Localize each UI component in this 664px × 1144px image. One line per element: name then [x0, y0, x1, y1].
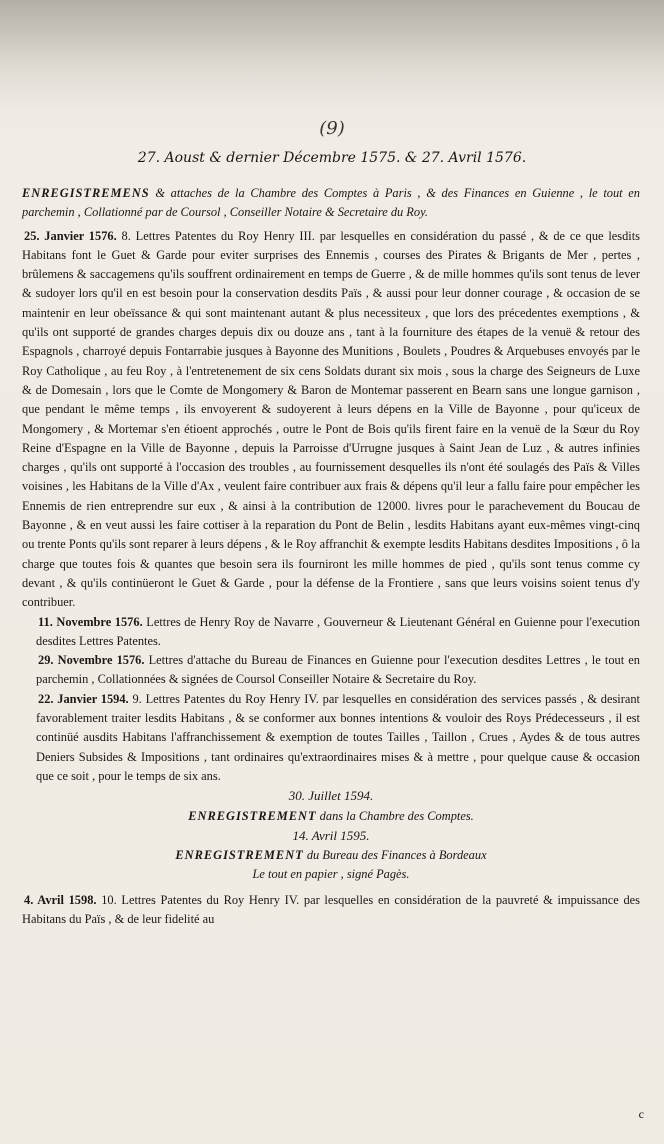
date-range-header: 27. Aoust & dernier Décembre 1575. & 27. Avril 1576. — [137, 150, 527, 166]
entry-date: 11. Novembre 1576. — [38, 614, 143, 629]
entry-date: 29. Novembre 1576. — [38, 653, 145, 668]
entry-1576-01 — [22, 227, 640, 613]
entry-number: 9. — [132, 691, 142, 706]
entry-1576-11a — [22, 613, 640, 652]
entry-1576-11b — [22, 651, 640, 690]
registration-2: ENREGISTREMENT du Bureau des Finances à Bordeaux — [175, 848, 487, 863]
entry-1594-01 — [22, 690, 640, 786]
entry-date: 4. Avril 1598. — [24, 892, 97, 907]
registration-2-date: 14. Avril 1595. — [292, 827, 370, 843]
entry-text: Lettres Patentes du Roy Henry III. par lesquelles en considération du passé , & de ce que lesdits Habitans font le Guet & Garde pour eviter surprises des Ennemis , courses des Pirates & Brigants de Mer , pertes , brûlemens & saccagemens qu'ils souffrent ordinairement en temps de Guerre , & de mille hommes qu'ils sont tenus de lever & sudoyer lors qu'il en est besoin pour la conservation desdits Païs , & aussi pour leur donner courage , & occasion de se maintenir en leur obeïssance & qui sont maintenant autant & plus necessiteux , que lors des précedentes exemptions , & qu'ils ont supporté de grandes charges depuis dix ou douze ans , tant à la fourniture des étapes de la venuë & retour des Espagnols , charroyé depuis Fontarrabie jusques à Bayonne des Munitions , Boulets , Poudres & Arquebuses envoyés par le Roy Catholique , au feu Roy , à l'entretenement de six cens Soldats durant six mois , sous la charge des Seigneurs de Luxe & de Domesain , lors que le Comte de Mongomery & Baron de Montemar passerent en Bearn sans une longue garnison , que pendant le même temps , ils envoyerent & sudoyerent à leurs dépens en la Ville de Bayonne , pour qu'iceux de Mongomery , & Mortemar s'en étioent approchés , outre le Pont de Bois qu'ils firent faire en la venuë de la Sœur du Roy Reine d'Espagne en la Ville de Bayonne , depuis la Parroisse d'Urrugne jusques à Saint Jean de Luz , & autres infinies charges , qu'ils ont supporté à l'occasion des troubles , au fournissement desquelles ils n'ont été soulagés des Païs & Villes voisines , les Habitans de la Ville d'Ax , veulent faire contribuer aux frais & dépens qu'il leur a fallu faire pour empêcher les Ennemis de rien entreprendre sur eux , & ainsi à la contribution de 12000. livres pour le parachevement du Boucau de Bayonne , & en veut aussi les faire cottiser à la reparation du Pont de Belin , lesdits Habitans ayant eux-mêmes vingt-cinq ou trente Ponts qu'ils sont reparer à leurs dépens , & le Roy affranchit & exempte lesdits Habitans desdites Impositions , ô la charge que toutes fois & quantes que besoin sera ils fourniront les mille hommes de pied , qu'ils sont tenus comme cy devant , & qu'ils continüeront le Guet & Garde , pour la défense de la Frontiere , sans que leurs voisins soient tenus d'y contribuer. — [22, 228, 641, 610]
entry-date: 25. Janvier 1576. — [24, 228, 117, 243]
registration-1: ENREGISTREMENT dans la Chambre des Comptes. — [188, 808, 474, 823]
entry-number: 10. — [101, 892, 117, 907]
entry-text: Lettres de Henry Roy de Navarre , Gouverneur & Lieutenant Général en Guienne pour l'execution desdites Lettres Patentes. — [36, 614, 640, 648]
document-body — [22, 184, 640, 929]
scan-shadow — [0, 0, 664, 110]
entry-date: 22. Janvier 1594. — [38, 691, 129, 706]
registration-2-note: Le tout en papier , signé Pagès. — [252, 867, 410, 882]
heading-caps: ENREGISTREMENS — [22, 186, 150, 200]
entry-text: Lettres Patentes du Roy Henry IV. par lesquelles en considération des services passés , & desirant favorablement traiter lesdits Habitans , & se conformer aux bonnes intentions & vouloir des Roys Prédecesseurs , il est continüé ausdits Habitans l'affranchissement & exemption de toutes Tailles , Taillon , Crues , Aydes & de tous autres Deniers Subsides & Impositions , tant ordinaires qu'extraordinaires mises & à mettre , pour quelque cause & occasion que ce soit , pour le temps de six ans. — [36, 691, 641, 783]
entry-text: Lettres Patentes du Roy Henry IV. par lesquelles en considération de la pauvreté & impuissance des Habitans du Païs , & de leur fidelité au — [22, 892, 640, 926]
entry-number: 8. — [121, 228, 131, 243]
page-number: (9) — [319, 118, 345, 139]
catchword: c — [638, 1107, 644, 1121]
registrations-heading — [22, 184, 640, 223]
entry-text: Lettres d'attache du Bureau de Finances en Guienne pour l'execution desdites Lettres , le tout en parchemin , Collationnées & signées de Coursol Conseiller Notaire & Secretaire du Roy. — [36, 653, 640, 687]
registration-1-date: 30. Juillet 1594. — [288, 788, 374, 804]
heading-text: & attaches de la Chambre des Comptes à Paris , & des Finances en Guienne , le tout en parchemin , Collationné par de Coursol , Conseiller Notaire & Secretaire du Roy. — [22, 186, 640, 220]
entry-1598-04 — [22, 891, 640, 930]
